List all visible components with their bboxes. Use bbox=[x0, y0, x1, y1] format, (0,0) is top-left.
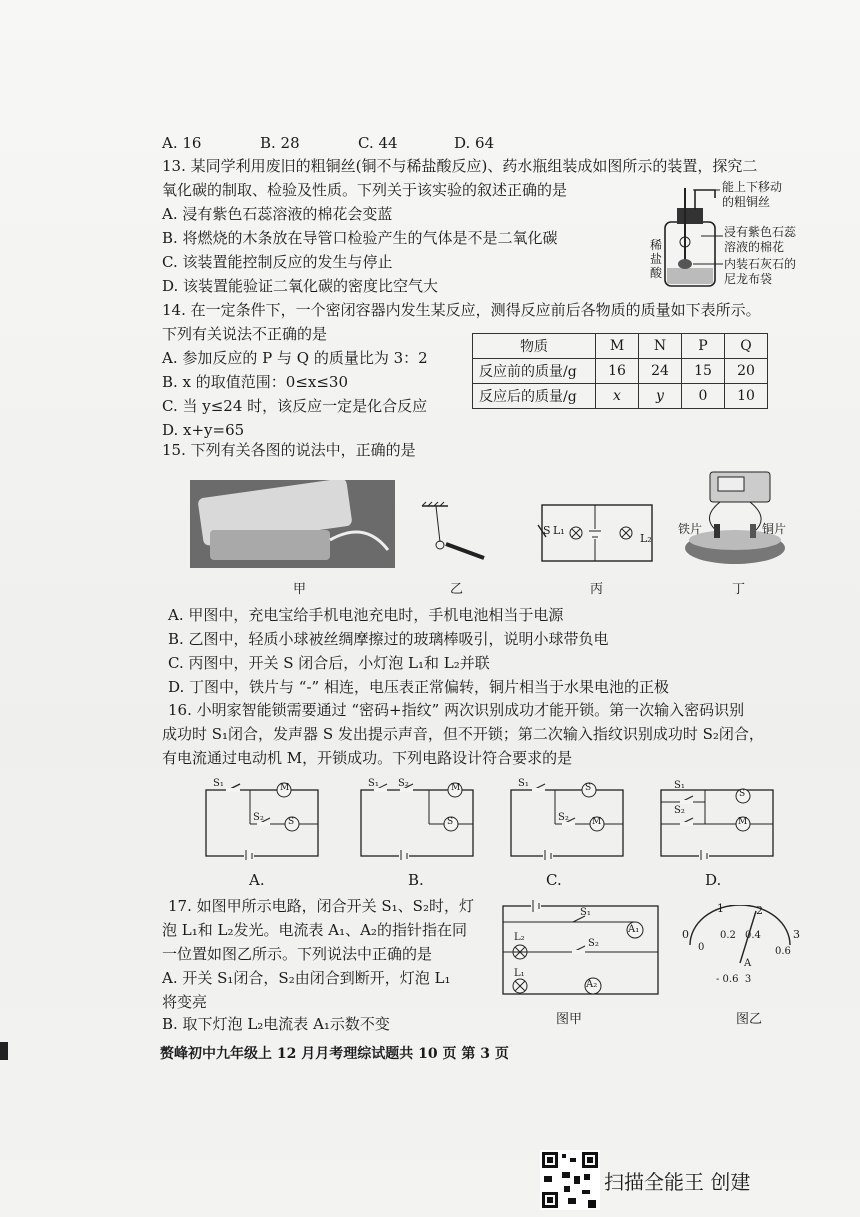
q13-option-c: C. 该装置能控制反应的发生与停止 bbox=[162, 253, 393, 271]
q17-line1: 17. 如图甲所示电路，闭合开关 S₁、S₂时，灯 bbox=[168, 897, 474, 915]
q17-option-a-cont: 将变亮 bbox=[162, 993, 208, 1011]
q17-ammeter-dial bbox=[680, 905, 800, 975]
q16-circuit-b bbox=[355, 780, 480, 860]
q16-caption-c: C. bbox=[546, 871, 562, 889]
q16-caption-d: D. bbox=[705, 871, 722, 889]
table-cell: x bbox=[596, 384, 639, 409]
q15-fig-yi bbox=[420, 500, 490, 560]
q17-label-a2: A₂ bbox=[586, 979, 598, 990]
q15-caption-bing: 丙 bbox=[590, 582, 604, 597]
q15-option-c: C. 丙图中，开关 S 闭合后，小灯泡 L₁和 L₂并联 bbox=[168, 654, 490, 672]
q17-caption-yi: 图乙 bbox=[736, 1012, 763, 1027]
table-header-row bbox=[473, 334, 768, 359]
q15-ding-label-iron: 铁片 bbox=[678, 522, 703, 536]
table-cell: y bbox=[639, 384, 682, 409]
q15-option-d: D. 丁图中，铁片与 “-” 相连，电压表正常偏转，铜片相当于水果电池的正极 bbox=[168, 678, 669, 696]
table-header-cell: Q bbox=[725, 334, 768, 359]
q16-a-s: S bbox=[288, 817, 295, 827]
q13-label-cotton: 浸有紫色石蕊 溶液的棉花 bbox=[724, 225, 797, 254]
q15-bing-label-l1: L₁ bbox=[553, 524, 565, 537]
table-row bbox=[473, 359, 768, 384]
q16-d-s1: S₁ bbox=[674, 780, 685, 791]
q16-c-s1: S₁ bbox=[518, 778, 529, 789]
q12-option-b: B. 28 bbox=[260, 134, 300, 152]
q13-stem-line1: 13. 某同学利用废旧的粗铜丝(铜不与稀盐酸反应)、药水瓶组装成如图所示的装置，探究二 bbox=[162, 157, 758, 175]
q16-c-m: M bbox=[592, 817, 602, 827]
page-footer: 赘峰初中九年级上 12 月月考理综试题共 10 页 第 3 页 bbox=[160, 1046, 509, 1062]
q15-ding-label-copper: 铜片 bbox=[762, 522, 787, 536]
q12-option-d: D. 64 bbox=[454, 134, 495, 152]
q16-a-s1: S₁ bbox=[213, 778, 224, 789]
q14-mass-table bbox=[472, 333, 768, 409]
q17-meter-label-a: A bbox=[744, 958, 752, 969]
table-cell: 24 bbox=[639, 359, 682, 384]
q17-option-b: B. 取下灯泡 L₂电流表 A₁示数不变 bbox=[162, 1015, 390, 1033]
q16-b-s: S bbox=[447, 817, 454, 827]
q15-caption-yi: 乙 bbox=[450, 582, 464, 597]
q15-option-a: A. 甲图中，充电宝给手机电池充电时，手机电池相当于电源 bbox=[168, 606, 564, 624]
table-header-cell: P bbox=[682, 334, 725, 359]
q14-stem-line1: 14. 在一定条件下，一个密闭容器内发生某反应，测得反应前后各物质的质量如下表所示。 bbox=[162, 301, 761, 319]
q13-option-d: D. 该装置能验证二氧化碳的密度比空气大 bbox=[162, 277, 439, 295]
q16-caption-b: B. bbox=[408, 871, 424, 889]
q13-label-bag: 内装石灰石的 尼龙布袋 bbox=[724, 257, 797, 286]
q16-b-s2: S₂ bbox=[398, 778, 409, 789]
q17-line3: 一位置如图乙所示。下列说法中正确的是 bbox=[162, 945, 433, 963]
q15-bing-label-l2: L₂ bbox=[640, 532, 652, 545]
q16-circuit-d bbox=[655, 780, 780, 860]
q16-d-s: S bbox=[739, 789, 746, 799]
scan-edge-mark bbox=[0, 1042, 8, 1060]
q14-option-c: C. 当 y≤24 时，该反应一定是化合反应 bbox=[162, 397, 428, 415]
q17-meter-tick-2: 2 bbox=[756, 904, 763, 917]
q15-caption-ding: 丁 bbox=[732, 582, 746, 597]
q13-label-acid: 稀 盐 酸 bbox=[650, 238, 663, 280]
q16-a-s2: S₂ bbox=[253, 812, 264, 823]
q15-stem: 15. 下列有关各图的说法中，正确的是 bbox=[162, 441, 416, 459]
q17-meter-terminals: - 0.6 3 bbox=[716, 974, 752, 985]
q17-meter-sub-0: 0 bbox=[698, 942, 705, 953]
q17-label-s1: S₁ bbox=[580, 907, 591, 918]
q17-label-s2: S₂ bbox=[588, 938, 599, 949]
q17-line2: 泡 L₁和 L₂发光。电流表 A₁、A₂的指针指在同 bbox=[162, 921, 467, 939]
scanner-watermark-label: 扫描全能王 创建 bbox=[604, 1170, 751, 1194]
q17-label-l1: L₁ bbox=[514, 968, 525, 979]
q15-fig-ding-fruit-battery bbox=[680, 468, 790, 568]
table-cell: 15 bbox=[682, 359, 725, 384]
table-cell: 20 bbox=[725, 359, 768, 384]
q15-caption-jia: 甲 bbox=[293, 582, 307, 597]
q17-caption-jia: 图甲 bbox=[556, 1012, 583, 1027]
q15-option-b: B. 乙图中，轻质小球被丝绸摩擦过的玻璃棒吸引，说明小球带负电 bbox=[168, 630, 609, 648]
q16-d-s2: S₂ bbox=[674, 805, 685, 816]
table-row bbox=[473, 384, 768, 409]
q17-label-a1: A₁ bbox=[628, 924, 640, 935]
q13-option-a: A. 浸有紫色石蕊溶液的棉花会变蓝 bbox=[162, 205, 393, 223]
table-cell: 0 bbox=[682, 384, 725, 409]
q16-stem-line1: 16. 小明家智能锁需要通过 “密码+指纹” 两次识别成功才能开锁。第一次输入密码识别 bbox=[168, 701, 745, 719]
q16-c-s2: S₂ bbox=[558, 812, 569, 823]
q16-a-m: M bbox=[280, 783, 290, 793]
q12-option-a: A. 16 bbox=[162, 134, 202, 152]
q17-meter-sub-06: 0.6 bbox=[775, 946, 791, 957]
table-header-cell: M bbox=[596, 334, 639, 359]
table-cell: 反应后的质量/g bbox=[473, 384, 596, 409]
q15-bing-label-s: S bbox=[543, 524, 551, 537]
q17-meter-sub-02: 0.2 bbox=[720, 930, 736, 941]
q13-stem-line2: 氧化碳的制取、检验及性质。下列关于该实验的叙述正确的是 bbox=[162, 181, 568, 199]
table-cell: 16 bbox=[596, 359, 639, 384]
q16-c-s: S bbox=[585, 783, 592, 793]
q14-option-b: B. x 的取值范围：0≤x≤30 bbox=[162, 373, 349, 391]
q17-meter-tick-1: 1 bbox=[717, 902, 724, 915]
q16-b-m: M bbox=[451, 783, 461, 793]
q13-option-b: B. 将燃烧的木条放在导管口检验产生的气体是不是二氧化碳 bbox=[162, 229, 558, 247]
q17-meter-sub-04: 0.4 bbox=[745, 930, 761, 941]
q17-option-a: A. 开关 S₁闭合，S₂由闭合到断开，灯泡 L₁ bbox=[162, 969, 451, 987]
q12-option-c: C. 44 bbox=[358, 134, 398, 152]
table-header-cell: N bbox=[639, 334, 682, 359]
q14-stem-line2: 下列有关说法不正确的是 bbox=[162, 325, 328, 343]
q13-label-wire: 能上下移动 的粗铜丝 bbox=[722, 180, 783, 209]
q16-b-s1: S₁ bbox=[368, 778, 379, 789]
q14-option-d: D. x+y=65 bbox=[162, 421, 245, 439]
table-cell: 反应前的质量/g bbox=[473, 359, 596, 384]
q17-meter-tick-0: 0 bbox=[682, 928, 689, 941]
q16-caption-a: A. bbox=[249, 871, 265, 889]
table-header-cell: 物质 bbox=[473, 334, 596, 359]
q16-stem-line2: 成功时 S₁闭合，发声器 S 发出提示声音，但不开锁；第二次输入指纹识别成功时 S₂闭合， bbox=[162, 725, 764, 743]
q17-meter-tick-3: 3 bbox=[793, 928, 800, 941]
q17-label-l2: L₂ bbox=[514, 932, 525, 943]
qr-code-icon bbox=[540, 1150, 600, 1210]
q16-stem-line3: 有电流通过电动机 M，开锁成功。下列电路设计符合要求的是 bbox=[162, 749, 573, 767]
q15-fig-jia-photo bbox=[190, 480, 395, 568]
q16-d-m: M bbox=[738, 817, 748, 827]
q14-option-a: A. 参加反应的 P 与 Q 的质量比为 3：2 bbox=[162, 349, 428, 367]
table-cell: 10 bbox=[725, 384, 768, 409]
